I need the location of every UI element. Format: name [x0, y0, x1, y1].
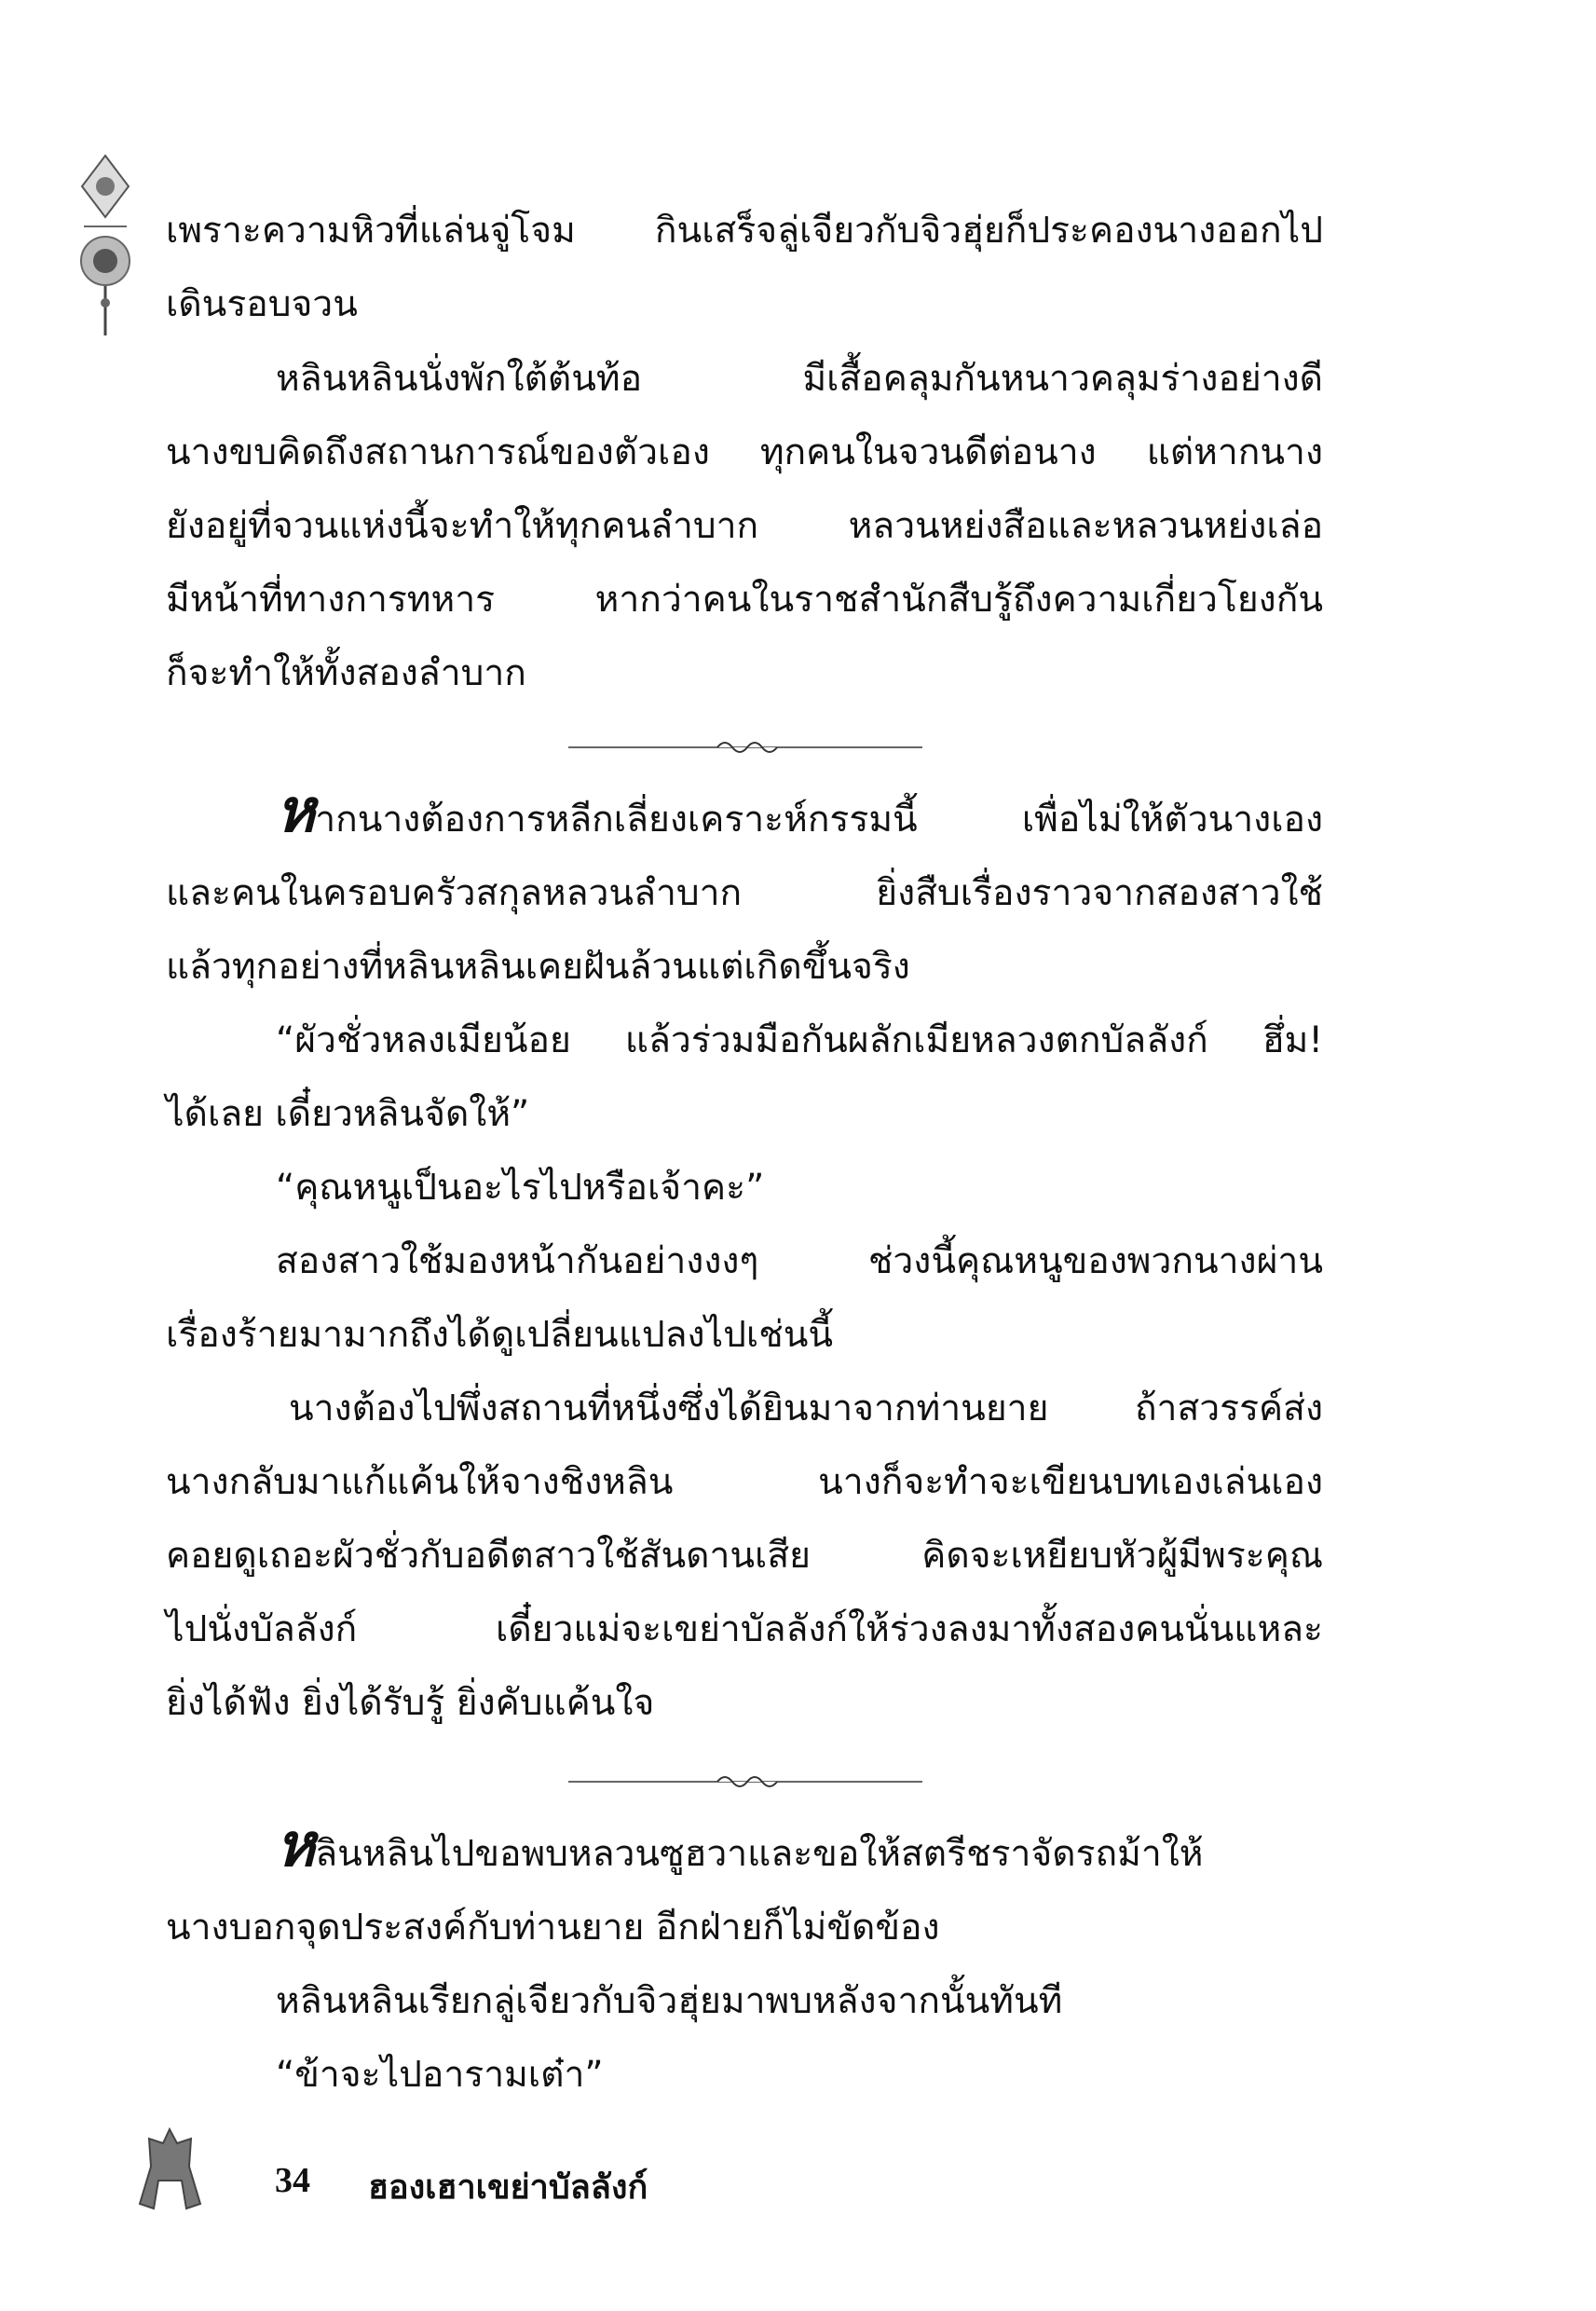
text-line: ยังอยู่ที่จวนแห่งนี้จะทำให้ทุกคนลำบาก หลวนหย่งสือและหลวนหย่งเล่อ [166, 505, 1323, 547]
text-line [276, 1812, 1323, 1882]
text-line: นางขบคิดถึงสถานการณ์ของตัวเอง ทุกคนในจวนดีต่อนาง แต่หากนาง [166, 431, 1323, 473]
text-line: คอยดูเถอะผัวชั่วกับอดีตสาวใช้สันดานเสีย คิดจะเหยียบหัวผู้มีพระคุณ [166, 1535, 1323, 1577]
section-divider-icon [568, 738, 922, 757]
text-line: แล้วทุกอย่างที่หลินหลินเคยฝันล้วนแต่เกิดขึ้นจริง [166, 946, 910, 988]
text-line: นางบอกจุดประสงค์กับท่านยาย อีกฝ่ายก็ไม่ขัดข้อง [166, 1907, 940, 1949]
drop-cap: ห [276, 777, 316, 846]
text-line: “ผัวชั่วหลงเมียน้อย แล้วร่วมมือกันผลักเมียหลวงตกบัลลังก์ ฮึ่ม! [276, 1019, 1323, 1061]
book-title: ฮองเฮาเขย่าบัลลังก์ [368, 2168, 648, 2207]
text-line: หลินหลินนั่งพักใต้ต้นท้อ มีเสื้อคลุมกันหนาวคลุมร่างอย่างดี [276, 358, 1323, 400]
text-line: นางกลับมาแก้แค้นให้จางชิงหลิน นางก็จะทำจะเขียนบทเองเล่นเอง [166, 1461, 1323, 1503]
drop-cap: ห [276, 1812, 316, 1880]
text-span: ากนางต้องการหลีกเลี่ยงเคราะห์กรรมนี้ เพื่อไม่ให้ตัวนางเอง [315, 799, 1323, 841]
text-line [276, 777, 1323, 848]
decorative-ornament-icon [73, 154, 138, 340]
text-line: และคนในครอบครัวสกุลหลวนลำบาก ยิ่งสืบเรื่องราวจากสองสาวใช้ [166, 872, 1323, 914]
text-line: ไปนั่งบัลลังก์ เดี๋ยวแม่จะเขย่าบัลลังก์ให้ร่วงลงมาทั้งสองคนนั่นแหละ [166, 1608, 1323, 1650]
text-line: สองสาวใช้มองหน้ากันอย่างงงๆ ช่วงนี้คุณหนูของพวกนางผ่าน [276, 1240, 1323, 1282]
text-line: ยิ่งได้ฟัง ยิ่งได้รับรู้ ยิ่งคับแค้นใจ [166, 1682, 655, 1724]
page-number: 34 [275, 2161, 310, 2200]
text-line: เรื่องร้ายมามากถึงได้ดูเปลี่ยนแปลงไปเช่นนี้ [166, 1314, 834, 1356]
page-footer [135, 2125, 787, 2227]
text-line: นางต้องไปพึ่งสถานที่หนึ่งซึ่งได้ยินมาจากท่านยาย ถ้าสวรรค์ส่ง [289, 1388, 1323, 1429]
text-line: มีหน้าที่ทางการทหาร หากว่าคนในราชสำนักสืบรู้ถึงความเกี่ยวโยงกัน [166, 579, 1323, 621]
text-line: “ข้าจะไปอารามเต๋า” [276, 2054, 604, 2096]
text-line: ได้เลย เดี๋ยวหลินจัดให้” [166, 1093, 530, 1135]
text-line: เพราะความหิวที่แล่นจู่โจม กินเสร็จลู่เจียวกับจิวฮุ่ยก็ประคองนางออกไป [166, 210, 1323, 252]
text-span: ลินหลินไปขอพบหลวนซูฮวาและขอให้สตรีชราจัดรถม้าให้ [315, 1833, 1204, 1875]
throne-icon [135, 2125, 205, 2218]
text-line: เดินรอบจวน [166, 283, 358, 325]
section-divider-icon [568, 1772, 922, 1791]
text-line: ก็จะทำให้ทั้งสองลำบาก [166, 652, 526, 694]
text-line: “คุณหนูเป็นอะไรไปหรือเจ้าคะ” [276, 1167, 765, 1209]
text-line: หลินหลินเรียกลู่เจียวกับจิวฮุ่ยมาพบหลังจากนั้นทันที [276, 1980, 1063, 2022]
